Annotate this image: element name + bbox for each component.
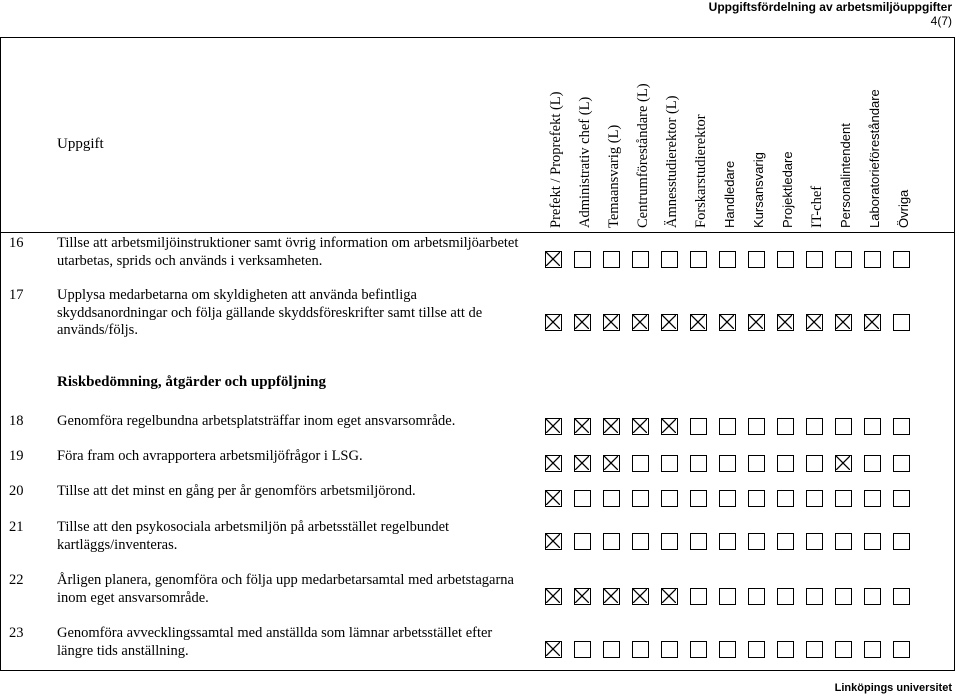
unchecked-checkbox[interactable] <box>864 588 881 605</box>
cross-mark-icon <box>662 419 676 433</box>
table-divider <box>0 232 955 233</box>
unchecked-checkbox[interactable] <box>661 533 678 550</box>
task-text: Genomföra avvecklingssamtal med anställda som lämnar arbetsstället efter längre tids anställning. <box>57 625 493 659</box>
checked-checkbox[interactable] <box>545 455 562 472</box>
checked-checkbox[interactable] <box>835 455 852 472</box>
page-number: 4(7) <box>930 14 952 28</box>
row-number: 23 <box>9 625 24 641</box>
task-text: Tillse att det minst en gång per år genomförs arbetsmiljörond. <box>57 483 416 499</box>
unchecked-checkbox[interactable] <box>893 314 910 331</box>
university-logo <box>835 682 952 694</box>
unchecked-checkbox[interactable] <box>574 251 591 268</box>
unchecked-checkbox[interactable] <box>748 533 765 550</box>
checked-checkbox[interactable] <box>632 588 649 605</box>
cross-mark-icon <box>546 534 560 548</box>
unchecked-checkbox[interactable] <box>719 251 736 268</box>
column-header-label: Projektledare <box>780 151 795 228</box>
unchecked-checkbox[interactable] <box>603 533 620 550</box>
checked-checkbox[interactable] <box>661 314 678 331</box>
task-text: Föra fram och avrapportera arbetsmiljöfrågor i LSG. <box>57 448 363 464</box>
unchecked-checkbox[interactable] <box>777 418 794 435</box>
unchecked-checkbox[interactable] <box>864 418 881 435</box>
cross-mark-icon <box>604 315 618 329</box>
checked-checkbox[interactable] <box>806 314 823 331</box>
unchecked-checkbox[interactable] <box>690 455 707 472</box>
row-number: 19 <box>9 448 24 464</box>
task-text: Årligen planera, genomföra och följa upp medarbetarsamtal med arbetstagarna inom eget ansvarsområde. <box>57 572 514 606</box>
unchecked-checkbox[interactable] <box>806 533 823 550</box>
unchecked-checkbox[interactable] <box>893 455 910 472</box>
cross-mark-icon <box>865 315 879 329</box>
unchecked-checkbox[interactable] <box>835 251 852 268</box>
cross-mark-icon <box>836 456 850 470</box>
unchecked-checkbox[interactable] <box>806 418 823 435</box>
cross-mark-icon <box>691 315 705 329</box>
unchecked-checkbox[interactable] <box>893 588 910 605</box>
header-title: Uppgiftsfördelning av arbetsmiljöuppgifter <box>708 0 952 14</box>
unchecked-checkbox[interactable] <box>719 641 736 658</box>
task-text: Tillse att den psykosociala arbetsmiljön på arbetsstället regelbundet kartläggs/inventeras. <box>57 519 450 553</box>
unchecked-checkbox[interactable] <box>806 641 823 658</box>
checked-checkbox[interactable] <box>574 588 591 605</box>
unchecked-checkbox[interactable] <box>632 251 649 268</box>
unchecked-checkbox[interactable] <box>777 641 794 658</box>
checked-checkbox[interactable] <box>603 314 620 331</box>
column-header-label: Laboratorieföreståndare <box>867 89 882 228</box>
checked-checkbox[interactable] <box>603 455 620 472</box>
cross-mark-icon <box>546 315 560 329</box>
unchecked-checkbox[interactable] <box>719 418 736 435</box>
unchecked-checkbox[interactable] <box>806 490 823 507</box>
logo-text: Linköpings universitet <box>834 682 952 694</box>
section-heading: Riskbedömning, åtgärder och uppföljning <box>57 374 326 390</box>
unchecked-checkbox[interactable] <box>603 490 620 507</box>
cross-mark-icon <box>546 456 560 470</box>
column-header-label: Övriga <box>896 189 911 228</box>
checked-checkbox[interactable] <box>719 314 736 331</box>
checked-checkbox[interactable] <box>545 418 562 435</box>
unchecked-checkbox[interactable] <box>748 418 765 435</box>
row-number: 21 <box>9 519 24 535</box>
checked-checkbox[interactable] <box>748 314 765 331</box>
checked-checkbox[interactable] <box>864 314 881 331</box>
unchecked-checkbox[interactable] <box>690 251 707 268</box>
unchecked-checkbox[interactable] <box>748 251 765 268</box>
unchecked-checkbox[interactable] <box>835 588 852 605</box>
checked-checkbox[interactable] <box>661 588 678 605</box>
unchecked-checkbox[interactable] <box>719 455 736 472</box>
cross-mark-icon <box>575 315 589 329</box>
unchecked-checkbox[interactable] <box>777 588 794 605</box>
unchecked-checkbox[interactable] <box>864 251 881 268</box>
unchecked-checkbox[interactable] <box>864 490 881 507</box>
cross-mark-icon <box>546 491 560 505</box>
cross-mark-icon <box>836 315 850 329</box>
row-number: 16 <box>9 235 24 251</box>
task-text: Upplysa medarbetarna om skyldigheten att använda befintliga skyddsanordningar och följa gällande skyddsföreskrifter samt tillse att de används/följs. <box>57 287 483 338</box>
unchecked-checkbox[interactable] <box>806 251 823 268</box>
task-text: Tillse att arbetsmiljöinstruktioner samt övrig information om arbetsmiljöarbetet utarbetas, sprids och används i verksamheten. <box>57 235 519 269</box>
checked-checkbox[interactable] <box>603 418 620 435</box>
unchecked-checkbox[interactable] <box>893 490 910 507</box>
cross-mark-icon <box>662 589 676 603</box>
checked-checkbox[interactable] <box>690 314 707 331</box>
unchecked-checkbox[interactable] <box>777 455 794 472</box>
unchecked-checkbox[interactable] <box>690 490 707 507</box>
column-header-label: Administrativ chef (L) <box>577 96 593 228</box>
unchecked-checkbox[interactable] <box>632 455 649 472</box>
cross-mark-icon <box>604 589 618 603</box>
unchecked-checkbox[interactable] <box>603 251 620 268</box>
unchecked-checkbox[interactable] <box>574 641 591 658</box>
unchecked-checkbox[interactable] <box>661 455 678 472</box>
cross-mark-icon <box>575 456 589 470</box>
column-header-label: Temaansvarig (L) <box>606 124 622 228</box>
unchecked-checkbox[interactable] <box>835 490 852 507</box>
cross-mark-icon <box>546 642 560 656</box>
unchecked-checkbox[interactable] <box>777 533 794 550</box>
unchecked-checkbox[interactable] <box>574 490 591 507</box>
unchecked-checkbox[interactable] <box>835 418 852 435</box>
cross-mark-icon <box>604 456 618 470</box>
task-text: Genomföra regelbundna arbetsplatsträffar inom eget ansvarsområde. <box>57 413 456 429</box>
cross-mark-icon <box>546 589 560 603</box>
unchecked-checkbox[interactable] <box>806 588 823 605</box>
unchecked-checkbox[interactable] <box>864 455 881 472</box>
checked-checkbox[interactable] <box>574 418 591 435</box>
checked-checkbox[interactable] <box>574 314 591 331</box>
unchecked-checkbox[interactable] <box>632 533 649 550</box>
cross-mark-icon <box>604 419 618 433</box>
checked-checkbox[interactable] <box>545 588 562 605</box>
row-number: 18 <box>9 413 24 429</box>
unchecked-checkbox[interactable] <box>893 418 910 435</box>
unchecked-checkbox[interactable] <box>690 533 707 550</box>
checked-checkbox[interactable] <box>545 251 562 268</box>
unchecked-checkbox[interactable] <box>893 251 910 268</box>
unchecked-checkbox[interactable] <box>661 251 678 268</box>
cross-mark-icon <box>575 589 589 603</box>
checked-checkbox[interactable] <box>661 418 678 435</box>
unchecked-checkbox[interactable] <box>748 455 765 472</box>
unchecked-checkbox[interactable] <box>777 251 794 268</box>
checked-checkbox[interactable] <box>545 490 562 507</box>
unchecked-checkbox[interactable] <box>719 588 736 605</box>
cross-mark-icon <box>720 315 734 329</box>
cross-mark-icon <box>749 315 763 329</box>
row-number: 17 <box>9 287 24 303</box>
cross-mark-icon <box>633 419 647 433</box>
cross-mark-icon <box>807 315 821 329</box>
unchecked-checkbox[interactable] <box>632 490 649 507</box>
column-header-label: Centrumföreståndare (L) <box>635 83 651 228</box>
cross-mark-icon <box>633 589 647 603</box>
checked-checkbox[interactable] <box>545 314 562 331</box>
unchecked-checkbox[interactable] <box>893 533 910 550</box>
checked-checkbox[interactable] <box>574 455 591 472</box>
checked-checkbox[interactable] <box>835 314 852 331</box>
column-header-label: IT-chef <box>809 185 825 228</box>
column-header-label: Handledare <box>722 160 737 228</box>
unchecked-checkbox[interactable] <box>574 533 591 550</box>
unchecked-checkbox[interactable] <box>835 641 852 658</box>
unchecked-checkbox[interactable] <box>893 641 910 658</box>
checked-checkbox[interactable] <box>632 314 649 331</box>
column-header-label: Ämnesstudierektor (L) <box>664 95 680 228</box>
cross-mark-icon <box>575 419 589 433</box>
column-header-label: Forskarstudierektor <box>693 114 709 228</box>
column-header-label: Prefekt / Proprefekt (L) <box>548 91 564 228</box>
unchecked-checkbox[interactable] <box>864 641 881 658</box>
unchecked-checkbox[interactable] <box>864 533 881 550</box>
unchecked-checkbox[interactable] <box>835 533 852 550</box>
row-number: 20 <box>9 483 24 499</box>
unchecked-checkbox[interactable] <box>690 418 707 435</box>
checked-checkbox[interactable] <box>545 641 562 658</box>
unchecked-checkbox[interactable] <box>748 490 765 507</box>
column-header-label: Personalintendent <box>838 123 853 228</box>
unchecked-checkbox[interactable] <box>719 490 736 507</box>
cross-mark-icon <box>662 315 676 329</box>
cross-mark-icon <box>778 315 792 329</box>
task-column-header: Uppgift <box>57 136 104 152</box>
unchecked-checkbox[interactable] <box>748 641 765 658</box>
cross-mark-icon <box>633 315 647 329</box>
checked-checkbox[interactable] <box>777 314 794 331</box>
cross-mark-icon <box>546 252 560 266</box>
unchecked-checkbox[interactable] <box>748 588 765 605</box>
column-header-label: Kursansvarig <box>751 152 766 228</box>
unchecked-checkbox[interactable] <box>661 641 678 658</box>
unchecked-checkbox[interactable] <box>661 490 678 507</box>
row-number: 22 <box>9 572 24 588</box>
unchecked-checkbox[interactable] <box>632 641 649 658</box>
cross-mark-icon <box>546 419 560 433</box>
unchecked-checkbox[interactable] <box>690 588 707 605</box>
unchecked-checkbox[interactable] <box>719 533 736 550</box>
checked-checkbox[interactable] <box>545 533 562 550</box>
unchecked-checkbox[interactable] <box>806 455 823 472</box>
unchecked-checkbox[interactable] <box>777 490 794 507</box>
checked-checkbox[interactable] <box>603 588 620 605</box>
unchecked-checkbox[interactable] <box>603 641 620 658</box>
checked-checkbox[interactable] <box>632 418 649 435</box>
unchecked-checkbox[interactable] <box>690 641 707 658</box>
